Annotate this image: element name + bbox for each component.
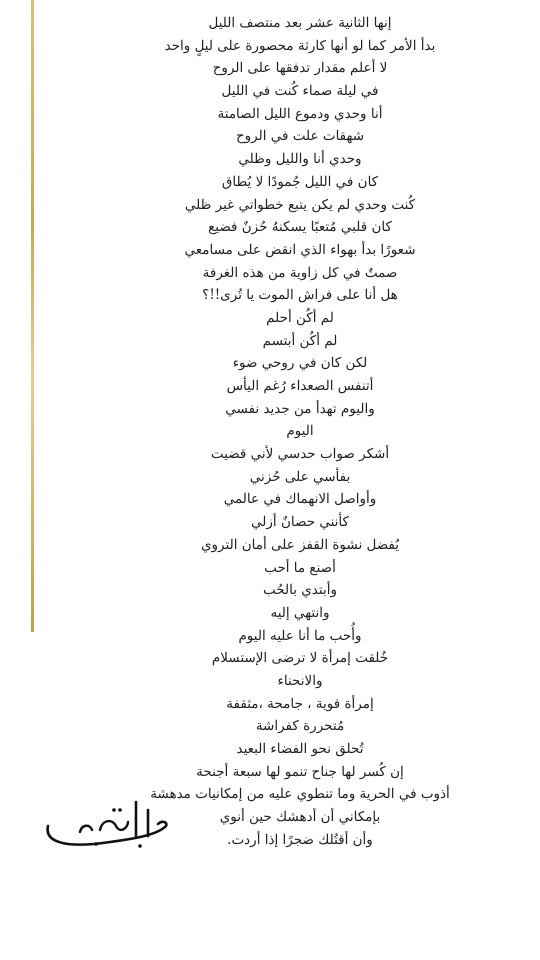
poem-line: شهقات علت في الروح [235,128,365,145]
poem-line: شعورًا بدأ بهواء الذي انقض على مسامعي [184,241,416,258]
poem-line: هل أنا على فراش الموت يا تُرى!!؟ [202,287,398,304]
poem-line: والانحناء [277,672,323,689]
poem-line: مُتحررة كفراشة [255,718,345,735]
poem-line: وأبتدي بالحُب [263,582,337,599]
poem-line: أشكر صواب حدسي لأني قضيت [210,446,390,463]
signature-logo [40,796,180,856]
poem-line: كأنني حصانٌ أزلي [251,514,349,531]
poem-line: كُنت وحدي لم يكن يتبع خطواتي غير ظلي [184,196,416,213]
poem-line: وانتهي إليه [270,604,330,621]
poem-line: كان قلبي مُتعبًا يسكنهُ حُزنٌ فضيع [208,219,392,236]
poem-line: واليوم تهدأ من جديد نفسي [225,400,375,417]
poem-line: إمرأة قوية ، جامحة ،مثقفة [226,695,374,712]
poem-line: يُفضل نشوة القفز على أمان التروي [200,536,400,553]
poem-text [150,12,450,851]
poem-line: وحدي أنا والليل وظلي [238,151,362,168]
poem-line: في ليلة صماء كُنت في الليل [221,83,379,100]
poem-line: تُحلق نحو الفضاء البعيد [236,741,364,757]
poem-line: إن كُسر لها جناح تنمو لها سبعة أجنحة [196,763,404,780]
poem-line: صمتٌ في كل زاوية من هذه الغرفة [202,264,398,281]
poem-line: لم أكُن أبتسم [262,332,338,349]
poem-line: كان في الليل جُمودًا لا يُطاق [221,173,379,190]
poem-line: إنها الثانية عشر بعد منتصف الليل [208,15,392,31]
poem-line: اليوم [286,423,314,440]
poem-line: بفأسي على حُزني [249,468,351,485]
gold-vertical-rule [31,0,34,632]
poem-line: وأواصل الانهماك في عالمي [223,491,377,508]
poem-line: أتنفس الصعداء رُغم اليأس [226,378,374,394]
poem-line: وأُحب ما أنا عليه اليوم [238,627,362,644]
poem-line: لم أكُن أحلم [266,309,334,326]
poem-line: لا أعلم مقدار تدفقها على الروح [212,60,388,77]
poem-line: أنا وحدي ودموع الليل الصامتة [217,105,383,122]
poem-line: لكن كان في روحي ضوء [232,355,368,372]
poem-line: بإمكاني أن أدهشك حين أنوي [219,809,381,826]
poem-line: أصنع ما أحب [264,559,336,576]
poem-line: أذوب في الحرية وما تنطوي عليه من إمكانيات مدهشة [150,786,450,803]
poem-line: بدأ الأمر كما لو أنها كارثة محصورة على ليلٍ واحد [164,37,436,54]
poem-line: خُلقت إمرأة لا ترضى الإستسلام [211,650,389,667]
poem-line: وأن أقتُلك ضجرًا إذا أردت. [227,831,373,848]
